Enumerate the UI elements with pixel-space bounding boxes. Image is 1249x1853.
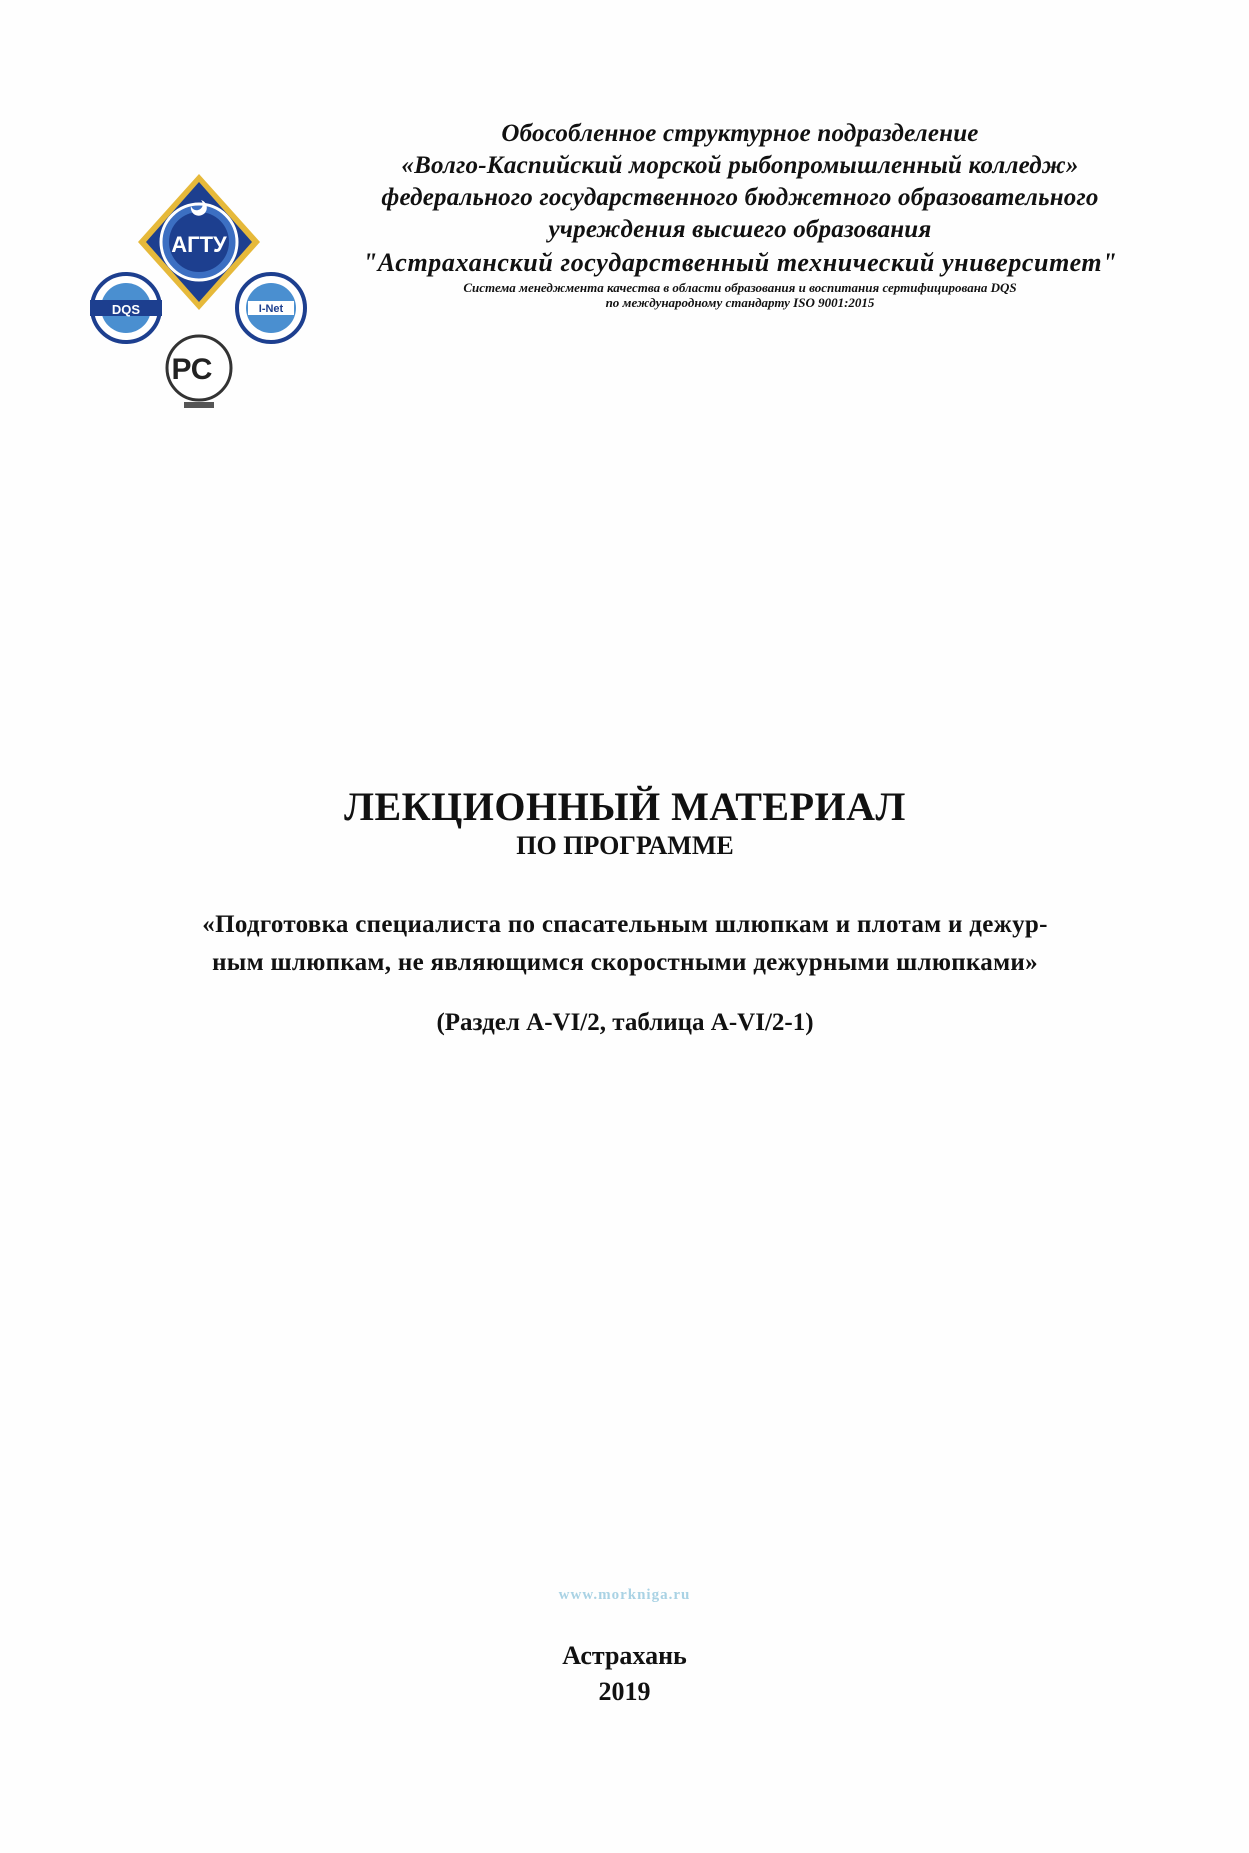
year-label: 2019 [598,1677,651,1706]
organization-header [320,118,1160,310]
svg-text:I-Net: I-Net [258,303,284,315]
emblem-logos-icon [88,172,310,412]
program-line-1: «Подготовка специалиста по спасательным шлюпкам и плотам и дежур- [202,911,1048,938]
svg-text:АГТУ: АГТУ [171,232,227,257]
inet-certificate-icon [237,274,305,342]
certification-note-line-1: Система менеджмента качества в области образования и воспитания сертифицирована DQS [463,280,1017,295]
header-line-4: учреждения высшего образования [548,216,932,243]
document-title: ЛЕКЦИОННЫЙ МАТЕРИАЛ [344,784,906,829]
svg-text:DQS: DQS [111,302,141,317]
rs-certificate-icon [167,336,231,408]
program-line-2: ным шлюпкам, не являющимся скоростными дежурными шлюпками» [212,949,1038,976]
title-block [100,784,1150,1040]
section-reference: (Раздел А-VI/2, таблица А-VI/2-1) [436,1009,814,1036]
footer [0,1638,1249,1710]
city-label: Астрахань [562,1641,687,1670]
certification-note-line-2: по международному стандарту ISO 9001:2015 [605,295,875,310]
dqs-certificate-icon [90,274,162,342]
document-subtitle: ПО ПРОГРАММЕ [516,831,734,860]
svg-text:РС: РС [171,353,213,386]
certification-logos [88,172,310,412]
header-line-2: «Волго-Каспийский морской рыбопромышленный колледж» [401,152,1079,179]
header-line-3: федерального государственного бюджетного образовательного [381,184,1099,211]
header-line-5: "Астраханский государственный технический университет" [362,248,1118,277]
program-name [100,906,1150,982]
header-line-1: Обособленное структурное подразделение [501,120,979,147]
watermark-text: www.morkniga.ru [558,1587,691,1603]
